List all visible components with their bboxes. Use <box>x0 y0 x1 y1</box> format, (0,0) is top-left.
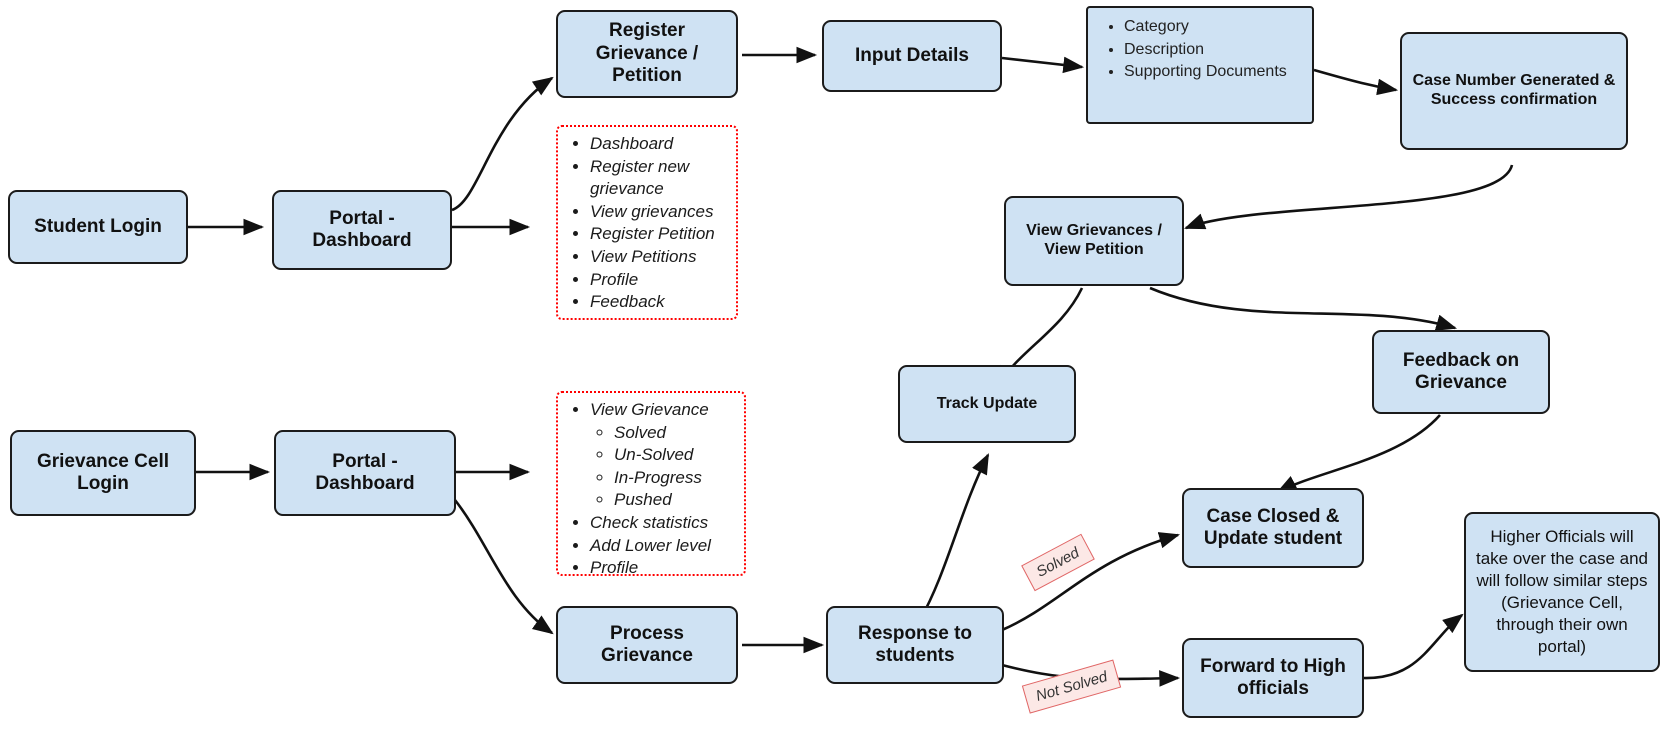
node-label: Case Closed & Update student <box>1203 505 1343 549</box>
list-item: • View Grievance ◦ Solved ◦ Un-Solved ◦ In-Progress ◦ Pushed <box>590 399 734 512</box>
input-details-bullet-list <box>1086 6 1314 124</box>
node-register-grievance-petition[interactable] <box>556 10 738 98</box>
node-forward-to-high-officials[interactable] <box>1182 638 1364 718</box>
cell-menu-list <box>556 391 746 576</box>
node-label: Register Grievance / Petition <box>595 20 699 87</box>
list-item: • Register Petition <box>590 223 726 246</box>
node-view-grievances-petition[interactable] <box>1004 196 1184 286</box>
node-label: Portal - Dashboard <box>312 207 412 251</box>
list-subitem: ◦ Un-Solved <box>614 444 734 467</box>
node-response-to-students[interactable] <box>826 606 1004 684</box>
node-label: Grievance Cell Login <box>36 450 170 494</box>
list-subitem: ◦ Pushed <box>614 489 734 512</box>
edge-label-not-solved <box>1022 659 1122 713</box>
node-case-number-generated[interactable] <box>1400 32 1628 150</box>
list-subitem: ◦ Solved <box>614 422 734 445</box>
node-input-details[interactable] <box>822 20 1002 92</box>
node-cell-portal-dashboard[interactable] <box>274 430 456 516</box>
edge-label-solved <box>1021 534 1095 591</box>
node-label: Track Update <box>936 394 1038 412</box>
node-label: Forward to High officials <box>1200 655 1346 699</box>
node-label: Case Number Generated & Success confirmation <box>1412 72 1616 108</box>
list-item: • Description <box>1124 39 1302 62</box>
list-subitem: ◦ In-Progress <box>614 467 734 490</box>
node-process-grievance[interactable] <box>556 606 738 684</box>
node-student-portal-dashboard[interactable] <box>272 190 452 270</box>
node-student-login[interactable] <box>8 190 188 264</box>
list-item: • View grievances <box>590 201 726 224</box>
student-menu-list <box>556 125 738 320</box>
node-higher-officials-note[interactable] <box>1464 512 1660 672</box>
node-label: Process Grievance <box>601 622 693 666</box>
edge-label-text: Solved <box>1033 544 1083 581</box>
list-item: • Supporting Documents <box>1124 61 1302 84</box>
list-item: • Profile <box>590 269 726 292</box>
node-label: Student Login <box>34 215 162 237</box>
node-label: Higher Officials will take over the case and will follow similar steps (Grievance Cell, through their own portal) <box>1475 526 1648 657</box>
node-feedback-on-grievance[interactable] <box>1372 330 1550 414</box>
edge-label-text: Not Solved <box>1034 668 1110 705</box>
node-label: Input Details <box>854 44 969 66</box>
node-case-closed-update-student[interactable] <box>1182 488 1364 568</box>
node-label: Portal - Dashboard <box>315 450 415 494</box>
node-grievance-cell-login[interactable] <box>10 430 196 516</box>
list-item: • Feedback <box>590 291 726 314</box>
node-label: View Grievances / View Petition <box>1026 222 1162 258</box>
list-item: • Add Lower level <box>590 535 734 558</box>
list-item: • View Petitions <box>590 246 726 269</box>
list-item: • Check statistics <box>590 512 734 535</box>
node-label: Response to students <box>857 622 973 666</box>
list-item: • Profile <box>590 557 734 580</box>
list-item: • Category <box>1124 16 1302 39</box>
node-track-update[interactable] <box>898 365 1076 443</box>
list-item: • Register new grievance <box>590 156 726 201</box>
list-item: • Dashboard <box>590 133 726 156</box>
node-label: Feedback on Grievance <box>1402 349 1520 393</box>
